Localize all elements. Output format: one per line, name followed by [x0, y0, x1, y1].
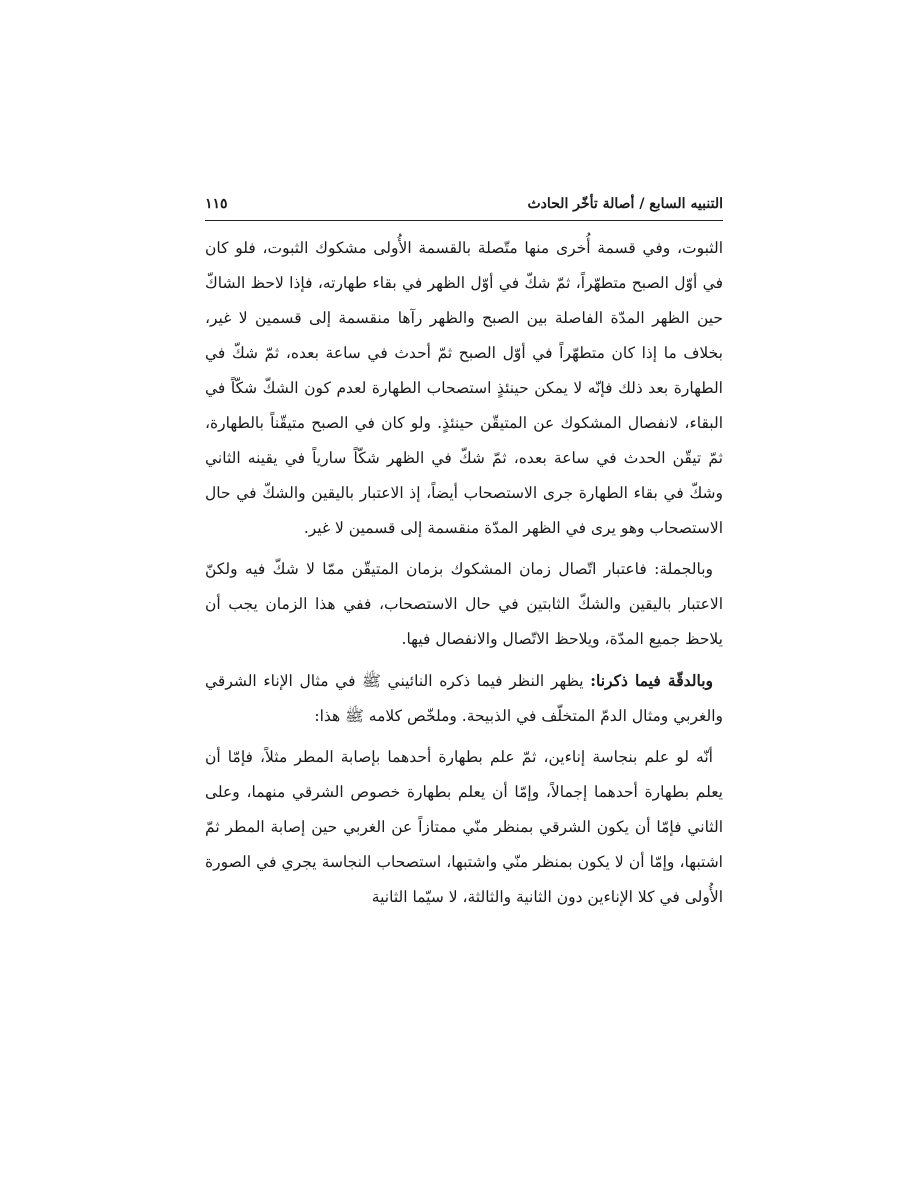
- running-header: [205, 196, 723, 221]
- paragraph-3-text: يظهر النظر فيما ذكره النائيني ﷺ في مثال الإناء الشرقي والغربي ومثال الدمّ المتخلّف في الذبيحة. وملخّص كلامه ﷺ هذا:: [205, 672, 723, 725]
- paragraph-4-text: أنّه لو علم بنجاسة إناءين، ثمّ علم بطهارة أحدهما بإصابة المطر مثلاً، فإمّا أن يعلم بطهارة أحدهما إجمالاً، وإمّا أن يعلم بطهارة خصوص الشرقي منهما، وعلى الثاني فإمّا أن يكون الشرقي بمنظر منّي ممتازاً عن الغربي حين إصابة المطر ثمّ اشتبها، وإمّا أن لا يكون بمنظر منّي واشتبها، استصحاب النجاسة يجري في الصورة الأُولى في كلا الإناءين دون الثانية والثالثة، لا سيّما الثانية: [205, 748, 723, 906]
- paragraph-2-text: وبالجملة: فاعتبار اتّصال زمان المشكوك بزمان المتيقّن ممّا لا شكّ فيه ولكنّ الاعتبار باليقين والشكّ الثابتين في حال الاستصحاب، ففي هذا الزمان يجب أن يلاحظ جميع المدّة، ويلاحظ الاتّصال والانفصال فيها.: [205, 560, 723, 648]
- paragraph-3: [205, 663, 723, 734]
- paragraph-1-text: الثبوت، وفي قسمة أُخرى منها متّصلة بالقسمة الأُولى مشكوك الثبوت، فلو كان في أوّل الصبح متطهّراً، ثمّ شكّ في أوّل الظهر في بقاء طهارته، فإذا لاحظ الشاكّ حين الظهر المدّة الفاصلة بين الصبح والظهر رآها منقسمة إلى قسمين لا غير، بخلاف ما إذا كان متطهّراً في أوّل الصبح ثمّ أحدث في ساعة بعده، ثمّ شكّ في الطهارة بعد ذلك فإنّه لا يمكن حينئذٍ استصحاب الطهارة لعدم كون الشكّ شكّاً في البقاء، لانفصال المشكوك عن المتيقّن حينئذٍ. ولو كان في الصبح متيقّناً بالطهارة، ثمّ تيقّن الحدث في ساعة بعده، ثمّ شكّ في الظهر شكّاً سارياً في يقينه الثاني وشكّ في بقاء الطهارة جرى الاستصحاب أيضاً، إذ الاعتبار باليقين والشكّ في حال الاستصحاب وهو يرى في الظهر المدّة منقسمة إلى قسمين لا غير.: [205, 239, 723, 537]
- paragraph-4: [205, 740, 723, 915]
- paragraph-1: [205, 231, 723, 546]
- chapter-title: التنبيه السابع / أصالة تأخّر الحادث: [527, 196, 723, 212]
- body-text: [205, 231, 723, 915]
- book-page: [205, 196, 723, 921]
- paragraph-3-lead: وبالدقّة فيما ذكرنا:: [590, 671, 714, 690]
- page-number: ١١٥: [205, 196, 228, 212]
- paragraph-2: [205, 552, 723, 657]
